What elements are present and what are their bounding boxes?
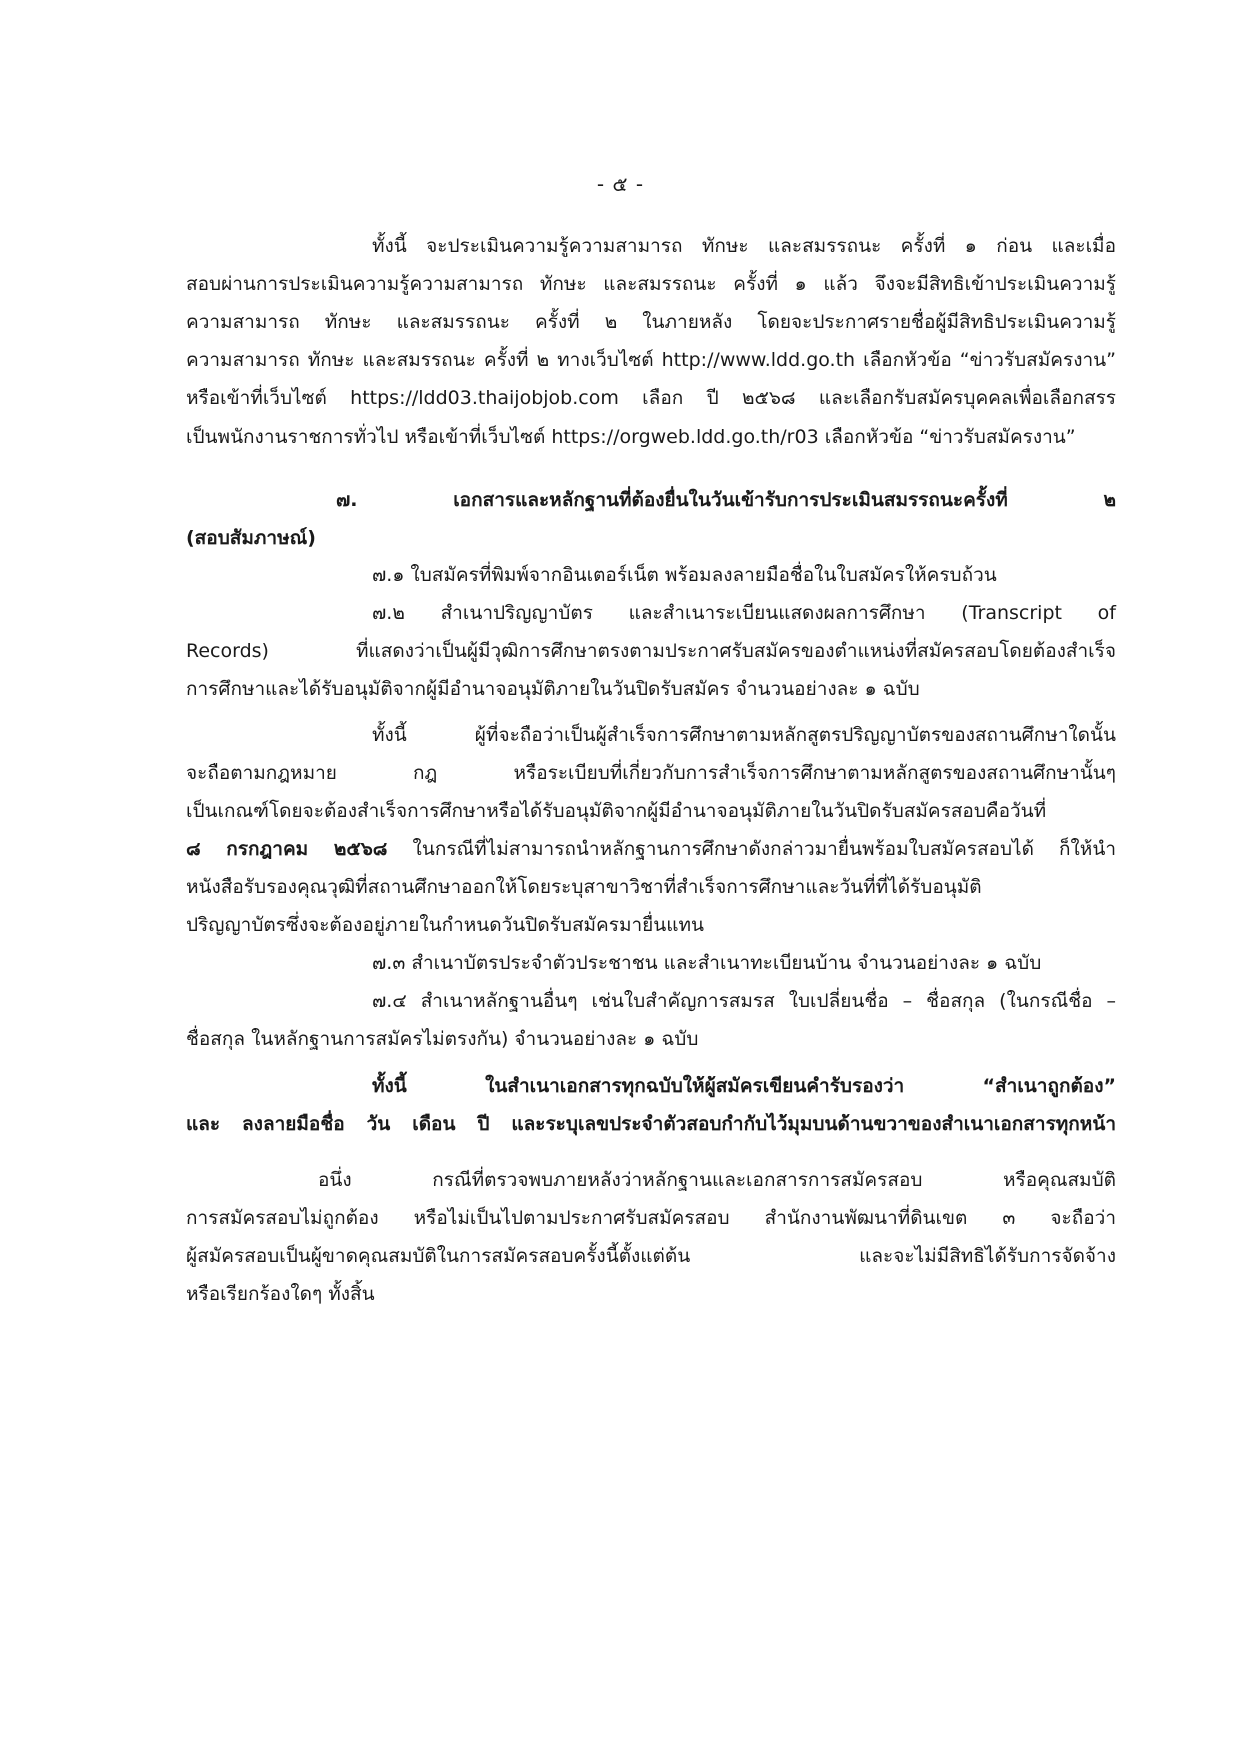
item-7-4-line-2: ชื่อสกุล ในหลักฐานการสมัครไม่ตรงกัน) จำนวนอย่างละ ๑ ฉบับ (186, 1028, 699, 1050)
note-degree-line-6: ปริญญาบัตรซึ่งจะต้องอยู่ภายในกำหนดวันปิดรับสมัครมายื่นแทน (186, 914, 705, 936)
item-7-2-line-3: การศึกษาและได้รับอนุมัติจากผู้มีอำนาจอนุมัติภายในวันปิดรับสมัคร จำนวนอย่างละ ๑ ฉบับ (186, 678, 920, 700)
item-7-3: ๗.๓ สำเนาบัตรประจำตัวประชาชน และสำเนาทะเบียนบ้าน จำนวนอย่างละ ๑ ฉบับ (372, 952, 1042, 974)
note-degree-line-3: เป็นเกณฑ์โดยจะต้องสำเร็จการศึกษาหรือได้รับอนุมัติจากผู้มีอำนาจอนุมัติภายในวันปิดรับสมัครสอบคือวันที่ (186, 800, 1047, 822)
intro-line-1: ทั้งนี้ จะประเมินความรู้ความสามารถ ทักษะ และสมรรถนะ ครั้งที่ ๑ ก่อน และเมื่อ (372, 235, 1116, 257)
intro-line-2: สอบผ่านการประเมินความรู้ความสามารถ ทักษะ และสมรรถนะ ครั้งที่ ๑ แล้ว จึงจะมีสิทธิเข้าประเมินความรู้ (186, 273, 1116, 295)
note-degree-line-4 (186, 831, 1116, 867)
section-heading-line-1: ๗. เอกสารและหลักฐานที่ต้องยื่นในวันเข้ารับการประเมินสมรรถนะครั้งที่ ๒ (336, 489, 1116, 511)
section-heading-line-2: (สอบสัมภาษณ์) (186, 527, 316, 549)
closing-line-1: อนึ่ง กรณีที่ตรวจพบภายหลังว่าหลักฐานและเอกสารการสมัครสอบ หรือคุณสมบัติ (318, 1169, 1116, 1191)
item-7-1: ๗.๑ ใบสมัครที่พิมพ์จากอินเตอร์เน็ต พร้อมลงลายมือชื่อในใบสมัครให้ครบถ้วน (372, 564, 997, 586)
closing-date: ๘ กรกฎาคม ๒๕๖๘ (186, 838, 388, 860)
page-number: - ๕ - (596, 172, 645, 196)
note-certify-line-1: ทั้งนี้ ในสำเนาเอกสารทุกฉบับให้ผู้สมัครเขียนคำรับรองว่า “สำเนาถูกต้อง” (372, 1075, 1116, 1097)
note-certify-line-2: และ ลงลายมือชื่อ วัน เดือน ปี และระบุเลขประจำตัวสอบกำกับไว้มุมบนด้านขวาของสำเนาเอกสารทุกหน้า (186, 1113, 1116, 1135)
closing-line-4: หรือเรียกร้องใดๆ ทั้งสิ้น (186, 1283, 375, 1305)
note-degree-line-5: หนังสือรับรองคุณวุฒิที่สถานศึกษาออกให้โดยระบุสาขาวิชาที่สำเร็จการศึกษาและวันที่ที่ได้รับอนุมัติ (186, 876, 982, 898)
intro-line-6: เป็นพนักงานราชการทั่วไป หรือเข้าที่เว็บไซต์ https://orgweb.ldd.go.th/r03 เลือกหัวข้อ “ข่าวรับสมัครงาน” (186, 426, 1076, 448)
intro-line-5: หรือเข้าที่เว็บไซต์ https://ldd03.thaijobjob.com เลือก ปี ๒๕๖๘ และเลือกรับสมัครบุคคลเพื่อเลือกสรร (186, 387, 1116, 409)
intro-line-4: ความสามารถ ทักษะ และสมรรถนะ ครั้งที่ ๒ ทางเว็บไซต์ http://www.ldd.go.th เลือกหัวข้อ “ข่าวรับสมัครงาน” (186, 349, 1116, 371)
note-degree-line-2: จะถือตามกฎหมาย กฎ หรือระเบียบที่เกี่ยวกับการสำเร็จการศึกษาตามหลักสูตรของสถานศึกษานั้นๆ (186, 762, 1116, 784)
item-7-2-line-1: ๗.๒ สำเนาปริญญาบัตร และสำเนาระเบียนแสดงผลการศึกษา (Transcript of (372, 602, 1116, 624)
closing-line-2: การสมัครสอบไม่ถูกต้อง หรือไม่เป็นไปตามประกาศรับสมัครสอบ สำนักงานพัฒนาที่ดินเขต ๓ จะถือว่า (186, 1207, 1116, 1229)
item-7-4-line-1: ๗.๔ สำเนาหลักฐานอื่นๆ เช่นใบสำคัญการสมรส ใบเปลี่ยนชื่อ – ชื่อสกุล (ในกรณีชื่อ – (372, 990, 1116, 1012)
item-7-2-line-2: Records) ที่แสดงว่าเป็นผู้มีวุฒิการศึกษาตรงตามประกาศรับสมัครของตำแหน่งที่สมัครสอบโดยต้องสำเร็จ (186, 640, 1116, 662)
closing-line-3: ผู้สมัครสอบเป็นผู้ขาดคุณสมบัติในการสมัครสอบครั้งนี้ตั้งแต่ต้น และจะไม่มีสิทธิได้รับการจัดจ้าง (186, 1245, 1116, 1267)
note-degree-line-1: ทั้งนี้ ผู้ที่จะถือว่าเป็นผู้สำเร็จการศึกษาตามหลักสูตรปริญญาบัตรของสถานศึกษาใดนั้น (372, 724, 1116, 746)
note-degree-line-4-text: ในกรณีที่ไม่สามารถนำหลักฐานการศึกษาดังกล่าวมายื่นพร้อมใบสมัครสอบได้ ก็ให้นำ (387, 838, 1116, 860)
intro-line-3: ความสามารถ ทักษะ และสมรรถนะ ครั้งที่ ๒ ในภายหลัง โดยจะประกาศรายชื่อผู้มีสิทธิประเมินความรู้ (186, 311, 1116, 333)
